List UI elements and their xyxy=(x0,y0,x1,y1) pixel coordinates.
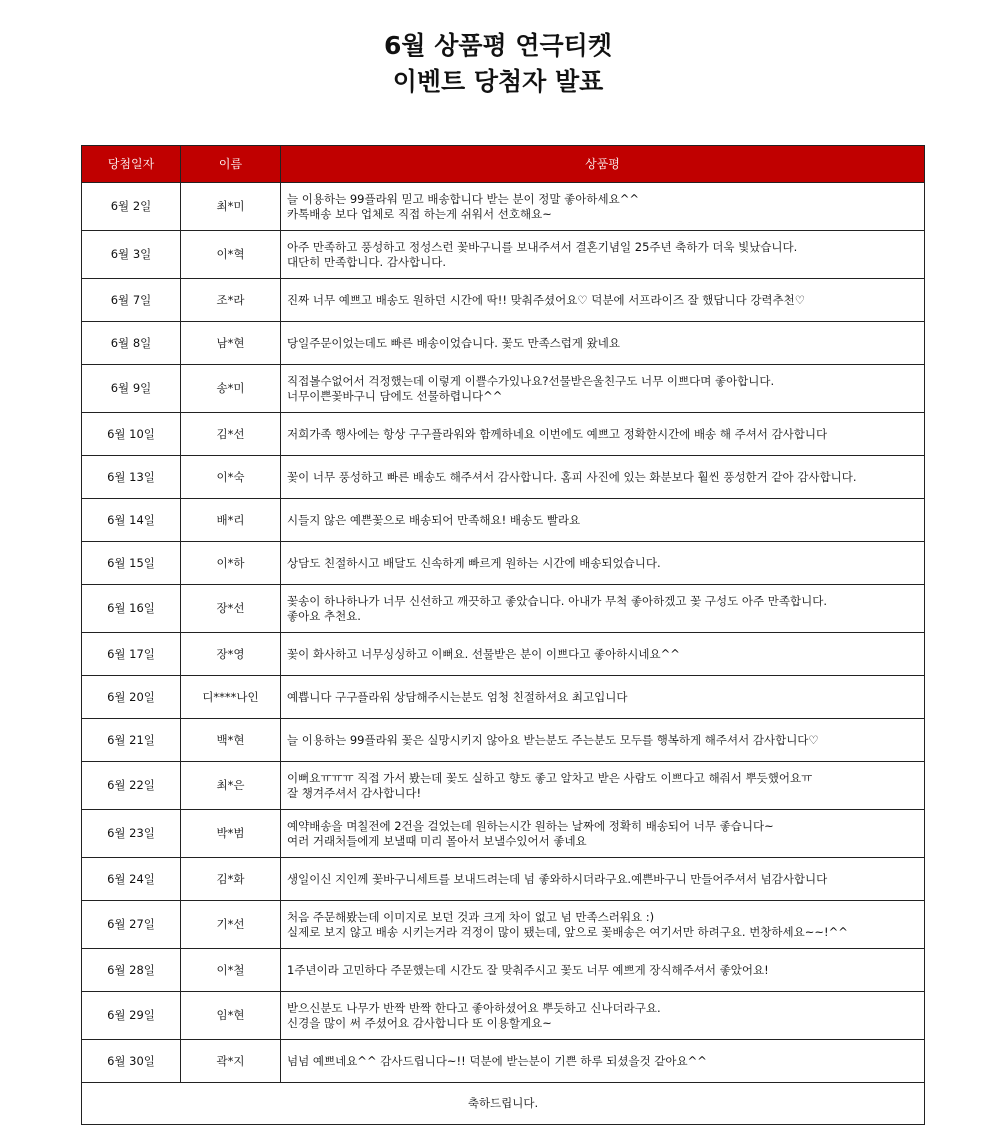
winners-table xyxy=(81,145,925,1125)
row-review xyxy=(281,949,925,992)
row-review-text: 꽃이 너무 풍성하고 빠른 배송도 해주셔서 감사합니다. 홈피 사진에 있는 화분보다 훨씬 풍성한거 같아 감사합니다. xyxy=(287,469,857,484)
table-header-row xyxy=(82,146,925,183)
row-date: 6월 23일 xyxy=(82,810,181,858)
header-review: 상품평 xyxy=(281,146,925,183)
row-name: 이*혁 xyxy=(181,231,281,279)
row-review-text: 예쁩니다 구구플라워 상담해주시는분도 엄청 친절하셔요 최고입니다 xyxy=(287,689,628,704)
row-review-text: 진짜 너무 예쁘고 배송도 원하던 시간에 딱!! 맞춰주셨어요♡ 덕분에 서프라이즈 잘 했답니다 강력추천♡ xyxy=(287,292,806,307)
table-row xyxy=(82,676,925,719)
row-review xyxy=(281,499,925,542)
table-row xyxy=(82,542,925,585)
row-review xyxy=(281,585,925,633)
row-review-text: 저희가족 행사에는 항상 구구플라워와 함께하네요 이번에도 예쁘고 정확한시간에 배송 해 주셔서 감사합니다 xyxy=(287,426,828,441)
row-date: 6월 20일 xyxy=(82,676,181,719)
row-name: 김*화 xyxy=(181,858,281,901)
row-review xyxy=(281,231,925,279)
row-date: 6월 17일 xyxy=(82,633,181,676)
row-name: 이*하 xyxy=(181,542,281,585)
row-name: 백*현 xyxy=(181,719,281,762)
row-name: 배*리 xyxy=(181,499,281,542)
row-review-text: 처음 주문해봤는데 이미지로 보던 것과 크게 차이 없고 넘 만족스러워요 :) 실제로 보지 않고 배송 시키는거라 걱정이 많이 됐는데, 앞으로 꽃배송은 여기서만 하려구요. 번창하세요~~!^^ xyxy=(287,909,848,939)
table-row xyxy=(82,633,925,676)
row-name: 조*라 xyxy=(181,279,281,322)
row-name: 김*선 xyxy=(181,413,281,456)
table-row xyxy=(82,719,925,762)
table-row xyxy=(82,901,925,949)
row-review xyxy=(281,279,925,322)
row-name: 송*미 xyxy=(181,365,281,413)
row-date: 6월 30일 xyxy=(82,1040,181,1083)
row-review-text: 넘넘 예쁘네요^^ 감사드립니다~!! 덕분에 받는분이 기쁜 하루 되셨을것 같아요^^ xyxy=(287,1053,707,1068)
row-review-text: 당일주문이었는데도 빠른 배송이었습니다. 꽃도 만족스럽게 왔네요 xyxy=(287,335,620,350)
table-row xyxy=(82,810,925,858)
row-date: 6월 28일 xyxy=(82,949,181,992)
row-date: 6월 3일 xyxy=(82,231,181,279)
row-date: 6월 7일 xyxy=(82,279,181,322)
row-name: 곽*지 xyxy=(181,1040,281,1083)
row-review-text: 직접볼수없어서 걱정했는데 이렇게 이쁠수가있나요?선물받은울친구도 너무 이쁘다며 좋아합니다. 너무이쁜꽃바구니 담에도 선물하렵니다^^ xyxy=(287,373,775,403)
row-name: 최*은 xyxy=(181,762,281,810)
row-name: 최*미 xyxy=(181,183,281,231)
row-review-text: 꽃송이 하나하나가 너무 신선하고 깨끗하고 좋았습니다. 아내가 무척 좋아하겠고 꽃 구성도 아주 만족합니다. 좋아요 추천요. xyxy=(287,593,827,623)
row-date: 6월 13일 xyxy=(82,456,181,499)
table-body xyxy=(82,183,925,1125)
row-name: 박*범 xyxy=(181,810,281,858)
table-row xyxy=(82,585,925,633)
row-review xyxy=(281,676,925,719)
page-title xyxy=(0,28,996,100)
row-review xyxy=(281,322,925,365)
row-date: 6월 16일 xyxy=(82,585,181,633)
row-date: 6월 14일 xyxy=(82,499,181,542)
header-date: 당첨일자 xyxy=(82,146,181,183)
row-name: 임*현 xyxy=(181,992,281,1040)
row-review-text: 상담도 친절하시고 배달도 신속하게 빠르게 원하는 시간에 배송되었습니다. xyxy=(287,555,661,570)
table-row xyxy=(82,365,925,413)
row-name: 디****나인 xyxy=(181,676,281,719)
row-review xyxy=(281,719,925,762)
row-review xyxy=(281,858,925,901)
table-row xyxy=(82,858,925,901)
table-row xyxy=(82,456,925,499)
table-row xyxy=(82,992,925,1040)
row-review xyxy=(281,1040,925,1083)
row-name: 이*철 xyxy=(181,949,281,992)
row-review xyxy=(281,413,925,456)
table-row xyxy=(82,322,925,365)
table-row xyxy=(82,279,925,322)
row-review xyxy=(281,992,925,1040)
table-row xyxy=(82,762,925,810)
table-row xyxy=(82,1040,925,1083)
row-date: 6월 27일 xyxy=(82,901,181,949)
row-name: 이*숙 xyxy=(181,456,281,499)
table-row xyxy=(82,183,925,231)
row-review xyxy=(281,810,925,858)
row-review-text: 이뻐요ㅠㅠㅠ 직접 가서 봤는데 꽃도 실하고 향도 좋고 알차고 받은 사람도 이쁘다고 해줘서 뿌듯했어요ㅠ 잘 챙겨주셔서 감사합니다! xyxy=(287,770,813,800)
table-row xyxy=(82,231,925,279)
row-date: 6월 29일 xyxy=(82,992,181,1040)
row-review xyxy=(281,542,925,585)
congratulations-text: 축하드립니다. xyxy=(82,1083,925,1125)
row-date: 6월 8일 xyxy=(82,322,181,365)
title-line-1: 6월 상품평 연극티켓 xyxy=(383,31,612,60)
row-review-text: 생일이신 지인께 꽃바구니세트를 보내드려는데 넘 좋와하시더라구요.예쁜바구니 만들어주셔서 넘감사합니다 xyxy=(287,871,828,886)
row-review-text: 1주년이라 고민하다 주문했는데 시간도 잘 맞춰주시고 꽃도 너무 예쁘게 장식해주셔서 좋았어요! xyxy=(287,962,769,977)
row-date: 6월 15일 xyxy=(82,542,181,585)
row-review-text: 받으신분도 나무가 반짝 반짝 한다고 좋아하셨어요 뿌듯하고 신나더라구요. 신경을 많이 써 주셨어요 감사합니다 또 이용할게요~ xyxy=(287,1000,661,1030)
row-date: 6월 9일 xyxy=(82,365,181,413)
row-review xyxy=(281,365,925,413)
row-review xyxy=(281,633,925,676)
table-footer-row xyxy=(82,1083,925,1125)
table-row xyxy=(82,499,925,542)
row-review-text: 아주 만족하고 풍성하고 정성스런 꽃바구니를 보내주셔서 결혼기념일 25주년 축하가 더욱 빛났습니다. 대단히 만족합니다. 감사합니다. xyxy=(287,239,798,269)
row-date: 6월 2일 xyxy=(82,183,181,231)
row-date: 6월 10일 xyxy=(82,413,181,456)
row-review xyxy=(281,762,925,810)
title-line-2: 이벤트 당첨자 발표 xyxy=(392,67,604,96)
table-row xyxy=(82,949,925,992)
row-name: 남*현 xyxy=(181,322,281,365)
row-name: 기*선 xyxy=(181,901,281,949)
row-name: 장*영 xyxy=(181,633,281,676)
table-row xyxy=(82,413,925,456)
row-date: 6월 22일 xyxy=(82,762,181,810)
header-name: 이름 xyxy=(181,146,281,183)
row-date: 6월 21일 xyxy=(82,719,181,762)
row-review xyxy=(281,901,925,949)
row-review-text: 예약배송을 며칠전에 2건을 걸었는데 원하는시간 원하는 날짜에 정확히 배송되어 너무 좋습니다~ 여러 거래처들에게 보낼때 미리 몰아서 보낼수있어서 좋네요 xyxy=(287,818,774,848)
row-review-text: 시들지 않은 예쁜꽃으로 배송되어 만족해요! 배송도 빨라요 xyxy=(287,512,581,527)
row-review-text: 늘 이용하는 99플라워 믿고 배송합니다 받는 분이 정말 좋아하세요^^ 카톡배송 보다 업체로 직접 하는게 쉬워서 선호해요~ xyxy=(287,191,639,221)
row-review xyxy=(281,456,925,499)
row-review-text: 늘 이용하는 99플라워 꽃은 실망시키지 않아요 받는분도 주는분도 모두를 행복하게 해주셔서 감사합니다♡ xyxy=(287,732,819,747)
row-name: 장*선 xyxy=(181,585,281,633)
row-review xyxy=(281,183,925,231)
row-review-text: 꽃이 화사하고 너무싱싱하고 이뻐요. 선물받은 분이 이쁘다고 좋아하시네요^^ xyxy=(287,646,680,661)
row-date: 6월 24일 xyxy=(82,858,181,901)
